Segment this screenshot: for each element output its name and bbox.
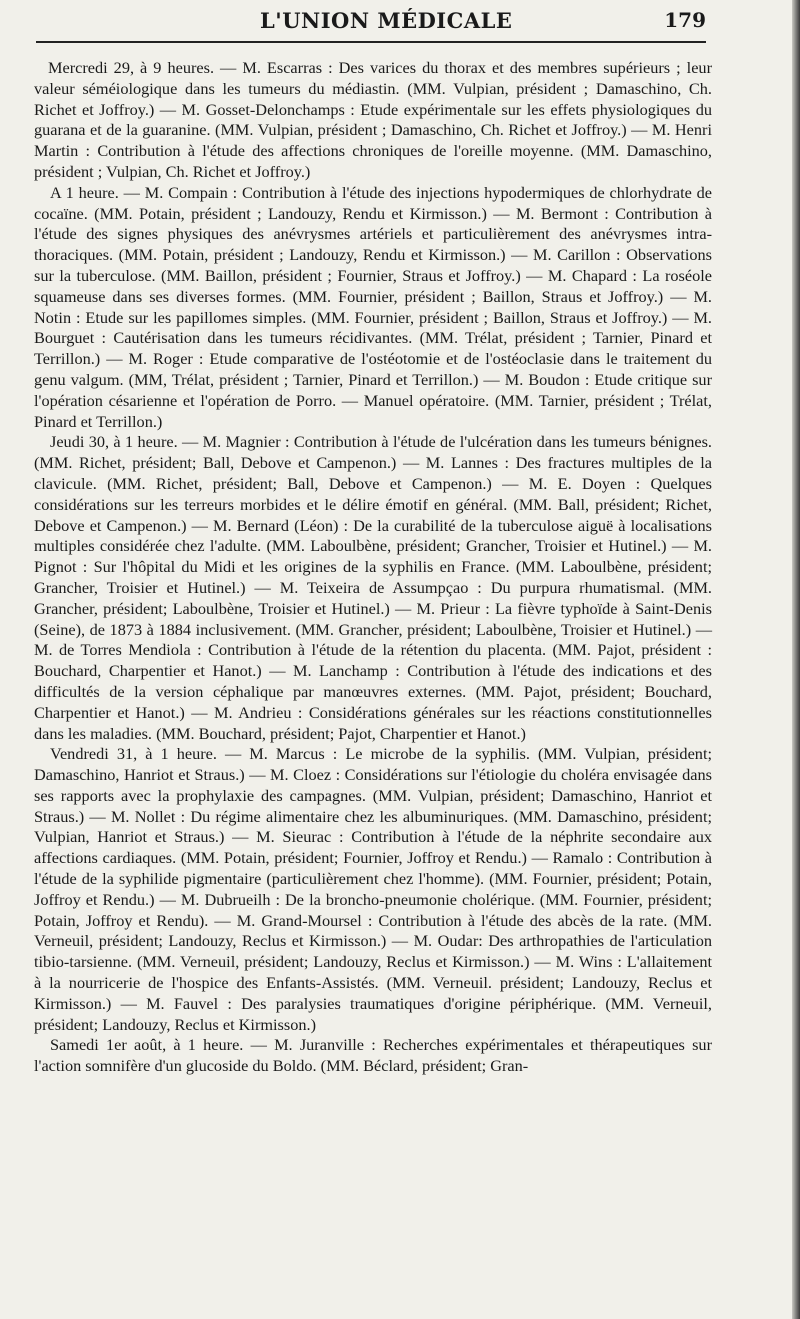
paragraph-wednesday-afternoon: A 1 heure. — M. Compain : Contribution à l'étude des injections hypodermiques de chlorhydrate de cocaïne. (MM. Potain, président ; Landouzy, Rendu et Kirmisson.) — M. Bermont : Contribution à l'étude des signes physiques des anévrysmes artériels et particulièrement des anévrysmes intra-thoraciques. (MM. Potain, président ; Landouzy, Rendu et Kirmisson.) — M. Carillon : Observations sur la tuberculose. (MM. Baillon, président ; Fournier, Straus et Joffroy.) — M. Chapard : La roséole squameuse dans ses diverses formes. (MM. Fournier, président ; Baillon, Straus et Joffroy.) — M. Notin : Etude sur les papillomes simples. (MM. Fournier, président ; Baillon, Straus et Joffroy.) — M. Bourguet : Cautérisation dans les tumeurs récidivantes. (MM. Trélat, président ; Tarnier, Pinard et Terrillon.) — M. Roger : Etude comparative de l'ostéotomie et de l'ostéoclasie dans le traitement du genu valgum. (MM, Trélat, président ; Tarnier, Pinard et Terrillon.) — M. Boudon : Etude critique sur l'opération césarienne et l'opération de Porro. — Manuel opératoire. (MM. Tarnier, président ; Trélat, Pinard et Terrillon.) xyxy=(34,182,712,431)
paragraph-saturday: Samedi 1er août, à 1 heure. — M. Juranville : Recherches expérimentales et thérapeutiques sur l'action somnifère d'un glucoside du Boldo. (MM. Béclard, président; Gran- xyxy=(34,1035,712,1076)
page-edge-shadow xyxy=(792,0,800,1319)
paragraph-friday: Vendredi 31, à 1 heure. — M. Marcus : Le microbe de la syphilis. (MM. Vulpian, président; Damaschino, Hanriot et Straus.) — M. Cloez : Considérations sur l'étiologie du choléra envisagée dans ses rapports avec la prophylaxie des campagnes. (MM. Vulpian, président; Damaschino, Hanriot et Straus.) — M. Nollet : Du régime alimentaire chez les albuminuriques. (MM. Damaschino, président; Vulpian, Hanriot et Straus.) — M. Sieurac : Contribution à l'étude de la néphrite secondaire aux affections cardiaques. (MM. Potain, président; Fournier, Joffroy et Rendu.) — Ramalo : Contribution à l'étude de la syphilide pigmentaire (particulièrement chez l'homme). (MM. Fournier, président; Potain, Joffroy et Rendu.) — M. Dubrueilh : De la broncho-pneumonie cholérique. (MM. Fournier, président; Potain, Joffroy et Rendu). — M. Grand-Moursel : Contribution à l'étude des abcès de la rate. (MM. Verneuil, président; Landouzy, Reclus et Kirmisson.) — M. Oudar: Des arthropathies de l'articulation tibio-tarsienne. (MM. Verneuil, président; Landouzy, Reclus et Kirmisson.) — M. Wins : L'allaitement à la nourricerie de l'hospice des Enfants-Assistés. (MM. Verneuil. président; Landouzy, Reclus et Kirmisson.) — M. Fauvel : Des paralysies traumatiques d'origine périphérique. (MM. Verneuil, président; Landouzy, Reclus et Kirmisson.) xyxy=(34,744,712,1034)
paragraph-wednesday-morning: Mercredi 29, à 9 heures. — M. Escarras : Des varices du thorax et des membres supérieurs ; leur valeur séméiologique dans les tumeurs du médiastin. (MM. Vulpian, président ; Damaschino, Ch. Richet et Joffroy.) — M. Gosset-Delonchamps : Etude expérimentale sur les effets physiologiques du guarana et de la guaranine. (MM. Vulpian, président ; Damaschino, Ch. Richet et Joffroy.) — M. Henri Martin : Contribution à l'étude des affections chroniques de l'oreille moyenne. (MM. Damaschino, président ; Vulpian, Ch. Richet et Joffroy.) xyxy=(34,58,712,181)
running-head xyxy=(30,8,706,34)
header-rule xyxy=(36,41,706,43)
thesis-schedule-text xyxy=(34,58,712,1077)
paragraph-thursday: Jeudi 30, à 1 heure. — M. Magnier : Contribution à l'étude de l'ulcération dans les tumeurs bénignes. (MM. Richet, président; Ball, Debove et Campenon.) — M. Lannes : Des fractures multiples de la clavicule. (MM. Richet, président; Ball, Debove et Campenon.) — M. E. Doyen : Quelques considérations sur les terreurs morbides et le délire émotif en général. (MM. Ball, président; Richet, Debove et Campenon.) — M. Bernard (Léon) : De la curabilité de la tuberculose aiguë à localisations multiples considérée chez l'adulte. (MM. Laboulbène, président; Grancher, Troisier et Hutinel.) — M. Pignot : Sur l'hôpital du Midi et les origines de la syphilis en France. (MM. Laboulbène, président; Grancher, Troisier et Hutinel.) — M. Teixeira de Assumpçao : Du purpura rhumatismal. (MM. Grancher, président; Laboulbène, Troisier et Hutinel.) — M. Prieur : La fièvre typhoïde à Saint-Denis (Seine), de 1873 à 1884 inclusivement. (MM. Grancher, président; Laboulbène, Troisier et Hutinel.) — M. de Torres Mendiola : Contribution à l'étude de la rétention du placenta. (MM. Pajot, président : Bouchard, Charpentier et Hanot.) — M. Lanchamp : Contribution à l'étude des indications et des difficultés de la version céphalique par manœuvres externes. (MM. Pajot, président; Bouchard, Charpentier et Hanot.) — M. Andrieu : Considérations générales sur les réactions constitutionnelles dans les maladies. (MM. Bouchard, président; Pajot, Charpentier et Hanot.) xyxy=(34,432,712,743)
journal-title: L'UNION MÉDICALE xyxy=(260,8,513,33)
page-number: 179 xyxy=(664,8,706,32)
